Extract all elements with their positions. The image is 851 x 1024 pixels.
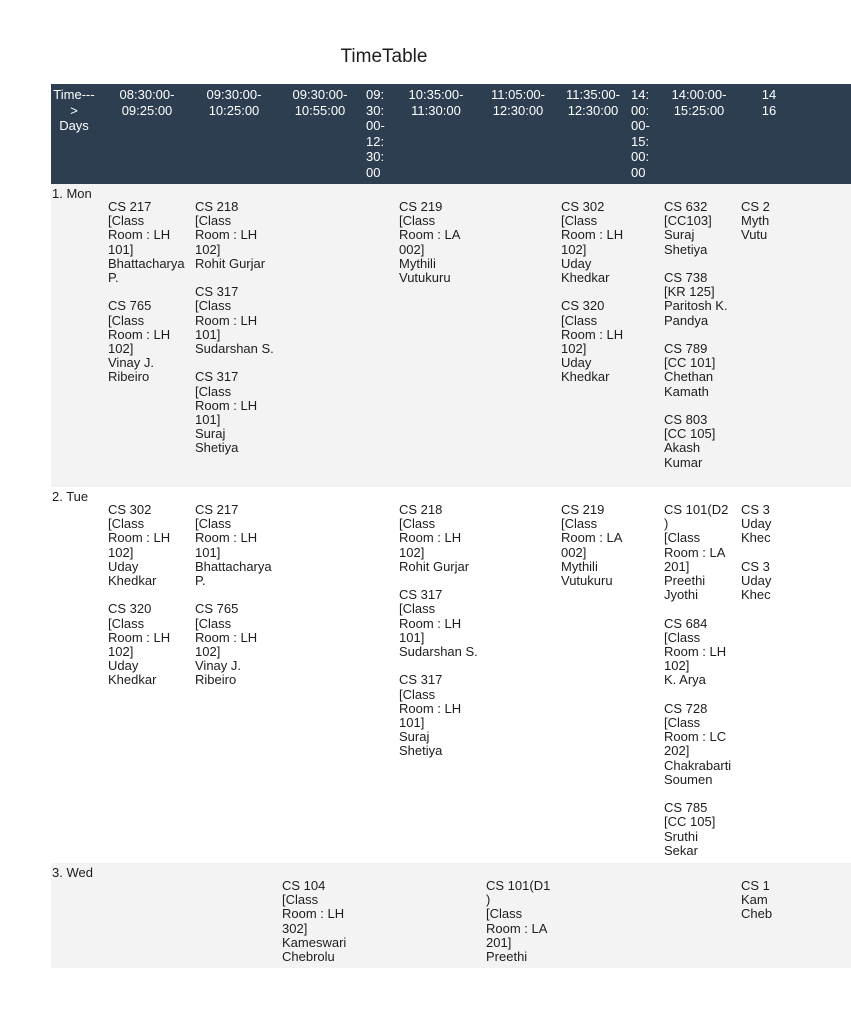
timetable-cell — [664, 503, 750, 863]
timetable-cell — [561, 200, 647, 487]
course-entry: CS 632 [CC103] Suraj Shetiya — [664, 199, 712, 257]
course-entry: CS 317 [Class Room : LH 101] Suraj Shetiya — [399, 672, 462, 759]
day-row — [51, 487, 851, 863]
course-entry: CS 217 [Class Room : LH 101] Bhattacharya P. — [108, 199, 185, 286]
course-entry: CS 728 [Class Room : LC 202] Chakrabarti Soumen — [664, 700, 732, 787]
column-header: 14 16 — [761, 87, 777, 118]
day-row — [51, 184, 851, 487]
timetable-cell — [561, 503, 647, 863]
course-entry: CS 785 [CC 105] Sruthi Sekar — [664, 800, 716, 858]
course-entry: CS 803 [CC 105] Akash Kumar — [664, 412, 716, 470]
page-title: TimeTable — [340, 46, 428, 67]
timetable-grid — [51, 84, 851, 968]
course-entry: CS 302 [Class Room : LH 102] Uday Khedkar — [108, 502, 171, 589]
day-row — [51, 863, 851, 968]
timetable-cell — [195, 503, 281, 863]
day-label: 1. Mon — [52, 186, 92, 201]
column-header: 09:30:00- 10:25:00 — [206, 87, 262, 118]
course-entry: CS 101(D1 ) [Class Room : LA 201] Preethi — [486, 878, 551, 965]
timetable-header — [51, 84, 851, 184]
column-header: 09: 30: 00- 12: 30: 00 — [366, 87, 385, 180]
column-header: 09:30:00- 10:55:00 — [292, 87, 348, 118]
course-entry: CS 302 [Class Room : LH 102] Uday Khedkar — [561, 199, 624, 286]
course-entry: CS 3 Uday Khec — [741, 502, 772, 546]
timetable-cell — [108, 200, 194, 487]
timetable-cell — [108, 503, 194, 863]
timetable-cell — [195, 200, 281, 487]
column-header: 14:00:00- 15:25:00 — [671, 87, 727, 118]
timetable-cell — [741, 200, 781, 487]
course-entry: CS 104 [Class Room : LH 302] Kameswari Chebrolu — [282, 878, 347, 965]
course-entry: CS 218 [Class Room : LH 102] Rohit Gurjar — [195, 199, 266, 271]
course-entry: CS 789 [CC 101] Chethan Kamath — [664, 341, 716, 399]
course-entry: CS 101(D2 ) [Class Room : LA 201] Preethi Jyothi — [664, 502, 729, 603]
timetable-cell — [741, 879, 781, 968]
column-header: Time--- > Days — [53, 87, 95, 134]
course-entry: CS 317 [Class Room : LH 101] Suraj Shetiya — [195, 369, 258, 456]
column-header: 11:35:00- 12:30:00 — [566, 87, 620, 118]
course-entry: CS 218 [Class Room : LH 102] Rohit Gurjar — [399, 502, 470, 574]
course-entry: CS 765 [Class Room : LH 102] Vinay J. Ribeiro — [195, 601, 258, 688]
column-header: 14: 00: 00- 15: 00: 00 — [631, 87, 650, 180]
timetable-cell — [741, 503, 781, 863]
timetable-cell — [486, 879, 572, 968]
timetable-cell — [399, 503, 485, 863]
course-entry: CS 3 Uday Khec — [741, 558, 772, 603]
course-entry: CS 1 Kam Cheb — [741, 878, 773, 922]
course-entry: CS 2 Myth Vutu — [741, 199, 770, 243]
day-label: 3. Wed — [52, 865, 93, 880]
column-header: 08:30:00- 09:25:00 — [119, 87, 175, 118]
course-entry: CS 320 [Class Room : LH 102] Uday Khedkar — [561, 298, 624, 385]
course-entry: CS 765 [Class Room : LH 102] Vinay J. Ribeiro — [108, 298, 171, 385]
course-entry: CS 684 [Class Room : LH 102] K. Arya — [664, 615, 727, 688]
course-entry: CS 317 [Class Room : LH 101] Sudarshan S. — [195, 284, 274, 357]
timetable-cell — [399, 200, 485, 487]
column-header: 10:35:00- 11:30:00 — [408, 87, 464, 118]
course-entry: CS 219 [Class Room : LA 002] Mythili Vutukuru — [399, 199, 461, 286]
day-label: 2. Tue — [52, 489, 89, 504]
course-entry: CS 317 [Class Room : LH 101] Sudarshan S. — [399, 587, 478, 660]
course-entry: CS 738 [KR 125] Paritosh K. Pandya — [664, 270, 728, 328]
course-entry: CS 217 [Class Room : LH 101] Bhattacharya P. — [195, 502, 272, 589]
column-header: 11:05:00- 12:30:00 — [491, 87, 545, 118]
timetable-cell — [282, 879, 368, 968]
timetable-cell — [664, 200, 750, 487]
course-entry: CS 219 [Class Room : LA 002] Mythili Vutukuru — [561, 502, 623, 589]
course-entry: CS 320 [Class Room : LH 102] Uday Khedkar — [108, 601, 171, 688]
